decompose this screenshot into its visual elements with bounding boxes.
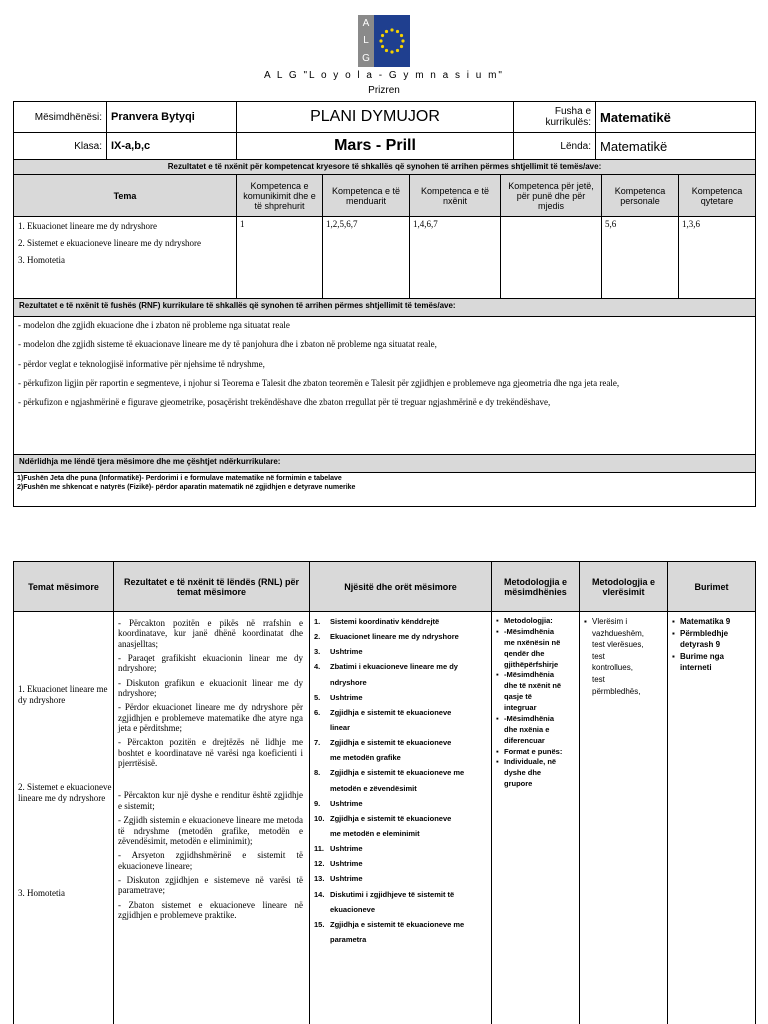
unit-number: 8. (314, 768, 321, 778)
comp-value-learning: 1,4,6,7 (410, 217, 501, 299)
rnf-item: - përkufizon e ngjashmërinë e figurave gjeometrike, posaçërisht trekëndëshave dhe zbaton rregullat për të treguar ngjashmërinë e dy trekëndëshave, (18, 397, 551, 407)
class-label: Klasa: (14, 133, 107, 160)
bullet-icon: ▪ (496, 616, 499, 625)
plan-rnl-cell (114, 612, 310, 1024)
plan-units-cell (310, 612, 492, 1024)
unit-line (314, 811, 487, 826)
comp-topic: 1. Ekuacionet lineare me dy ndryshore (18, 221, 157, 231)
comp-value-life (501, 217, 602, 299)
unit-line (314, 690, 487, 705)
bullet-icon (496, 660, 504, 671)
assessment-method-line (584, 651, 663, 663)
comp-value-personal: 5,6 (602, 217, 679, 299)
teaching-method-text: gjithëpërfshirje (504, 659, 559, 669)
teaching-method-text: dyshe dhe (504, 768, 542, 778)
bullet-icon (496, 736, 504, 747)
assessment-method-line (584, 674, 663, 686)
unit-number (314, 750, 330, 765)
unit-text: parametra (330, 934, 367, 944)
rnl-item: - Paraqet grafikisht ekuacionin linear me dy ndryshore; (118, 653, 303, 674)
teaching-method-text: Individuale, në (504, 757, 557, 767)
unit-text: ndryshore (330, 677, 367, 687)
unit-text: Zbatimi i ekuacioneve lineare me dy (330, 662, 458, 672)
plan-teaching-methods-cell (492, 612, 580, 1024)
bullet-icon (496, 649, 504, 660)
rnl-item: - Diskuton grafikun e ekuacionit linear me dy ndryshore; (118, 677, 303, 699)
class-value: IX-a,b,c (107, 133, 237, 160)
logo-letters (358, 15, 374, 67)
field-value: Matematikë (596, 102, 756, 133)
teacher-label: Mësimdhënësi: (14, 102, 107, 133)
comp-header-life: Kompetenca për jetë, për punë dhe për mjedis (501, 175, 602, 217)
bullet-icon: ▪ (496, 746, 499, 756)
cross-item: 1)Fushën Jeta dhe puna (Informatikë)- Perdorimi i e formulave matematike në formimin e tabelave (17, 475, 342, 482)
teaching-method-line (496, 736, 575, 747)
unit-text: Ushtrime (330, 647, 363, 657)
assessment-method-line (584, 639, 663, 651)
teaching-method-text: -Mësimdhënia (504, 713, 555, 723)
unit-number: 1. (314, 617, 321, 626)
unit-text: Zgjidhja e sistemit të ekuacioneve me (330, 919, 465, 929)
comp-header-personal: Kompetenca personale (602, 175, 679, 217)
unit-line (314, 932, 487, 947)
school-logo (358, 15, 410, 67)
unit-line (314, 720, 487, 735)
teaching-method-line (496, 616, 575, 627)
plan-header-resources: Burimet (668, 562, 756, 612)
unit-text: ekuacioneve (330, 904, 376, 914)
plan-header-topics: Temat mësimore (14, 562, 114, 612)
resource-text: Përmbledhje (680, 628, 729, 638)
plan-overview-table (13, 101, 756, 178)
teaching-methods-list (496, 616, 575, 790)
unit-number (314, 932, 330, 947)
bullet-icon (672, 662, 680, 674)
plan-header-units: Njësitë dhe orët mësimore (310, 562, 492, 612)
comp-value-communication: 1 (237, 217, 323, 299)
comp-value-thinking: 1,2,5,6,7 (323, 217, 410, 299)
competences-table (13, 174, 756, 507)
teaching-method-line (496, 670, 575, 681)
teaching-method-line (496, 692, 575, 703)
plan-header-teaching-methods: Metodologjia e mësimdhënies (492, 562, 580, 612)
unit-number (314, 902, 330, 917)
resource-text: Matematika 9 (680, 617, 731, 626)
plan-topic: 3. Homotetia (18, 888, 65, 898)
unit-number: 5. (314, 692, 321, 702)
bullet-icon (496, 638, 504, 649)
school-name: A L G "L o y o l a - G y m n a s i u m" (264, 70, 504, 81)
unit-line (314, 735, 487, 750)
unit-number (314, 781, 330, 796)
school-city: Prizren (368, 85, 400, 96)
teaching-method-text: qasje të (504, 692, 532, 702)
field-label: Fusha e kurrikulës: (514, 102, 596, 133)
bullet-icon: ▪ (672, 617, 675, 626)
teaching-method-line (496, 779, 575, 790)
rnl-item: - Përcakton kur një dyshe e renditur është zgjidhje e sistemit; (118, 790, 303, 811)
unit-text: Zgjidhja e sistemit të ekuacioneve (330, 738, 452, 748)
unit-line (314, 765, 487, 780)
cross-section-title: Ndërlidhja me lëndë tjera mësimore dhe me çështjet ndërkurrikulare: (14, 455, 756, 473)
teaching-method-text: -Mësimdhënia (504, 626, 555, 636)
comp-header-civic: Kompetenca qytetare (679, 175, 756, 217)
unit-line (314, 826, 487, 841)
teaching-method-text: diferencuar (504, 735, 545, 745)
plan-header-rnl: Rezultatet e të nxënit të lëndës (RNL) për temat mësimore (114, 562, 310, 612)
comp-header-tema: Tema (14, 175, 237, 217)
units-list (314, 614, 487, 947)
period-value: Mars - Prill (237, 133, 514, 160)
teaching-method-line (496, 638, 575, 649)
comp-topic: 3. Homotetia (18, 254, 65, 265)
unit-line (314, 614, 487, 629)
bullet-icon: ▪ (584, 617, 587, 626)
teaching-method-line (496, 714, 575, 725)
bullet-icon: ▪ (496, 670, 499, 680)
rnl-item: - Përcakton pozitën e pikës në rrafshin e koordinatave, kur janë dhënë koordinatat dhe anasjelltas; (118, 618, 303, 649)
bullet-icon: ▪ (672, 651, 675, 661)
unit-number: 4. (314, 662, 321, 672)
unit-number: 11. (314, 844, 325, 854)
logo-letter-a: A (362, 18, 370, 30)
teaching-method-text: qendër dhe (504, 648, 545, 658)
unit-text: Ushtrime (330, 859, 363, 869)
resource-text: interneti (680, 663, 712, 673)
unit-text: Sistemi koordinativ kënddrejtë (330, 617, 440, 626)
unit-text: Zgjidhja e sistemit të ekuacioneve me (330, 768, 465, 778)
teaching-method-line (496, 768, 575, 779)
comp-value-civic: 1,3,6 (679, 217, 756, 299)
teaching-method-text: dhe të nxënit në (504, 681, 562, 691)
bullet-icon (584, 674, 592, 686)
bullet-icon: ▪ (496, 713, 499, 723)
rnf-item: - modelon dhe zgjidh sisteme të ekuacionave lineare me dy të panjohura dhe i zbaton në probleme nga situatat reale, (18, 339, 437, 350)
logo-letter-g: G (362, 52, 370, 64)
bullet-icon (584, 662, 592, 674)
teaching-method-text: me nxënësin në (504, 637, 561, 647)
unit-line (314, 796, 487, 811)
unit-line (314, 871, 487, 886)
resource-text: detyrash 9 (680, 640, 721, 650)
comp-topic: 2. Sistemet e ekuacioneve lineare me dy ndryshore (18, 237, 201, 248)
teacher-value: Pranvera Bytyqi (107, 102, 237, 133)
unit-number (314, 720, 330, 735)
teaching-method-line (496, 681, 575, 692)
eu-stars-icon (374, 15, 410, 67)
rnl-item: - Arsyeton zgjidhshmërinë e sistemit të ekuacioneve lineare; (118, 850, 303, 871)
bullet-icon (584, 628, 592, 640)
unit-number (314, 675, 330, 690)
teaching-method-line (496, 703, 575, 714)
rnl-item: - Përcakton pozitën e drejtëzës në lidhje me boshtet e koordinatave në varësi nga koeficienti i pjerrtësisë. (118, 737, 303, 769)
unit-line (314, 917, 487, 932)
assessment-method-line (584, 616, 663, 628)
teaching-method-line (496, 649, 575, 660)
subject-label: Lënda: (514, 133, 596, 160)
unit-text: Ushtrime (330, 844, 363, 854)
resource-line (672, 628, 751, 640)
bullet-icon: ▪ (672, 628, 675, 638)
lesson-plan-table (13, 561, 756, 1024)
unit-line (314, 856, 487, 871)
rnl-item: - Diskuton zgjidhjen e sistemeve në varësi të parametrave; (118, 874, 303, 896)
rnf-item: - përdor veglat e teknologjisë informative për njehsime të ndryshme, (18, 358, 265, 369)
teaching-method-line (496, 747, 575, 758)
unit-text: linear (330, 722, 351, 732)
teaching-method-text: Format e punës: (504, 746, 563, 756)
resource-line (672, 616, 751, 628)
unit-line (314, 644, 487, 659)
rnl-item: - Zbaton sistemet e ekuacioneve lineare në zgjidhjen e problemeve praktike. (118, 899, 303, 920)
bullet-icon (496, 725, 504, 736)
bullet-icon (496, 681, 504, 692)
unit-number: 6. (314, 707, 321, 717)
resource-line (672, 662, 751, 674)
plan-header-assessment: Metodologjia e vlerësimit (580, 562, 668, 612)
unit-number: 2. (314, 632, 321, 642)
teaching-method-line (496, 627, 575, 638)
plan-resources-cell (668, 612, 756, 1024)
rnf-list (14, 317, 756, 455)
unit-number: 12. (314, 859, 325, 869)
unit-number: 13. (314, 874, 325, 884)
competences-section-title: Rezultatet e të nxënit për kompetencat kryesore të shkallës që synohen të arrihen përmes shtjellimit të temës/ave: (14, 160, 756, 178)
teaching-method-line (496, 660, 575, 671)
bullet-icon (496, 703, 504, 714)
unit-number: 9. (314, 798, 321, 808)
unit-text: Ushtrime (330, 692, 363, 702)
unit-text: Ushtrime (330, 798, 363, 808)
rnl-item: - Zgjidh sistemin e ekuacioneve lineare me metoda të ndryshme (metodën grafike, metodën e zëvendësimit, metodën e eliminimit); (118, 815, 303, 846)
rnf-item: - përkufizon ligjin për raportin e segmenteve, i njohur si Teorema e Talesit dhe zbaton teoremën e Talesit për zgjidhjen e problemeve nga gjeometria dhe nga jeta reale, (18, 377, 620, 388)
unit-line (314, 902, 487, 917)
unit-number (314, 826, 330, 841)
resource-line (672, 639, 751, 651)
plan-title: PLANI DYMUJOR (237, 102, 514, 133)
teaching-method-text: -Mësimdhënia (504, 670, 555, 680)
assessment-method-text: test (592, 674, 605, 684)
resources-list (672, 616, 751, 674)
teaching-method-line (496, 725, 575, 736)
assessment-method-text: kontrollues, (592, 663, 633, 673)
plan-topics-cell (14, 612, 114, 1024)
assessment-method-text: Vlerësim i (592, 617, 628, 626)
bullet-icon (496, 692, 504, 703)
unit-text: metodën e zëvendësimit (330, 783, 417, 793)
unit-text: me metodën e eleminimit (330, 828, 420, 838)
unit-line (314, 887, 487, 902)
unit-line (314, 705, 487, 720)
plan-topic: 2. Sistemet e ekuacioneve lineare me dy ndryshore (18, 782, 112, 803)
teaching-method-text: Metodologjia: (504, 616, 553, 625)
unit-line (314, 750, 487, 765)
assessment-method-text: test (592, 651, 605, 661)
rnf-section-title: Rezultatet e të nxënit të fushës (RNF) kurrikulare të shkallës që synohen të arrihen përmes shtjellimit të temës/ave: (14, 299, 756, 317)
unit-text: Ekuacionet lineare me dy ndryshore (330, 632, 459, 642)
teaching-method-text: grupore (504, 779, 533, 789)
rnl-item: - Përdor ekuacionet lineare me dy ndryshore për zgjidhjen e problemeve matematike dhe atyre nga jeta e përditshme; (118, 702, 303, 734)
unit-text: Diskutimi i zgjidhjeve të sistemit të (330, 889, 455, 899)
teaching-method-line (496, 757, 575, 768)
comp-header-communication: Kompetenca e komunikimit dhe e të shprehurit (237, 175, 323, 217)
comp-header-learning: Kompetenca e të nxënit (410, 175, 501, 217)
unit-line (314, 629, 487, 644)
comp-header-thinking: Kompetenca e të menduarit (323, 175, 410, 217)
subject-value: Matematikë (596, 133, 756, 160)
bullet-icon (584, 686, 592, 698)
teaching-method-text: dhe nxënia e (504, 724, 550, 734)
unit-number: 10. (314, 813, 325, 823)
unit-number: 3. (314, 647, 321, 657)
rnf-item: - modelon dhe zgjidh ekuacione dhe i zbaton në probleme nga situatat reale (18, 320, 290, 330)
unit-text: Ushtrime (330, 874, 363, 884)
cross-item: 2)Fushën me shkencat e natyrës (Fizikë)- përdor aparatin matematik në zgjidhjen e detyrave numerike (17, 484, 356, 491)
resource-text: Burime nga (680, 651, 725, 661)
unit-line (314, 781, 487, 796)
bullet-icon: ▪ (496, 626, 499, 636)
unit-number: 15. (314, 919, 325, 929)
unit-number: 7. (314, 738, 321, 748)
assessment-method-text: vazhdueshëm, (592, 628, 645, 638)
assessment-method-text: test vlerësues, (592, 640, 644, 650)
unit-text: Zgjidhja e sistemit të ekuacioneve (330, 707, 452, 717)
comp-topics-cell (14, 217, 237, 299)
cross-list (14, 473, 756, 507)
logo-letter-l: L (363, 35, 369, 47)
bullet-icon (584, 651, 592, 663)
assessment-method-line (584, 662, 663, 674)
assessment-method-line (584, 628, 663, 640)
bullet-icon: ▪ (496, 757, 499, 767)
assessment-method-text: përmbledhës, (592, 686, 641, 696)
plan-assessment-cell (580, 612, 668, 1024)
plan-topic: 1. Ekuacionet lineare me dy ndryshore (18, 684, 108, 705)
unit-text: Zgjidhja e sistemit të ekuacioneve (330, 813, 452, 823)
unit-line (314, 659, 487, 674)
bullet-icon (496, 768, 504, 779)
bullet-icon (672, 639, 680, 651)
resource-line (672, 651, 751, 663)
unit-line (314, 675, 487, 690)
assessment-list (584, 616, 663, 697)
assessment-method-line (584, 686, 663, 698)
bullet-icon (496, 779, 504, 790)
unit-number: 14. (314, 889, 325, 899)
unit-text: me metodën grafike (330, 753, 401, 763)
unit-line (314, 841, 487, 856)
teaching-method-text: integruar (504, 703, 537, 712)
bullet-icon (584, 639, 592, 651)
